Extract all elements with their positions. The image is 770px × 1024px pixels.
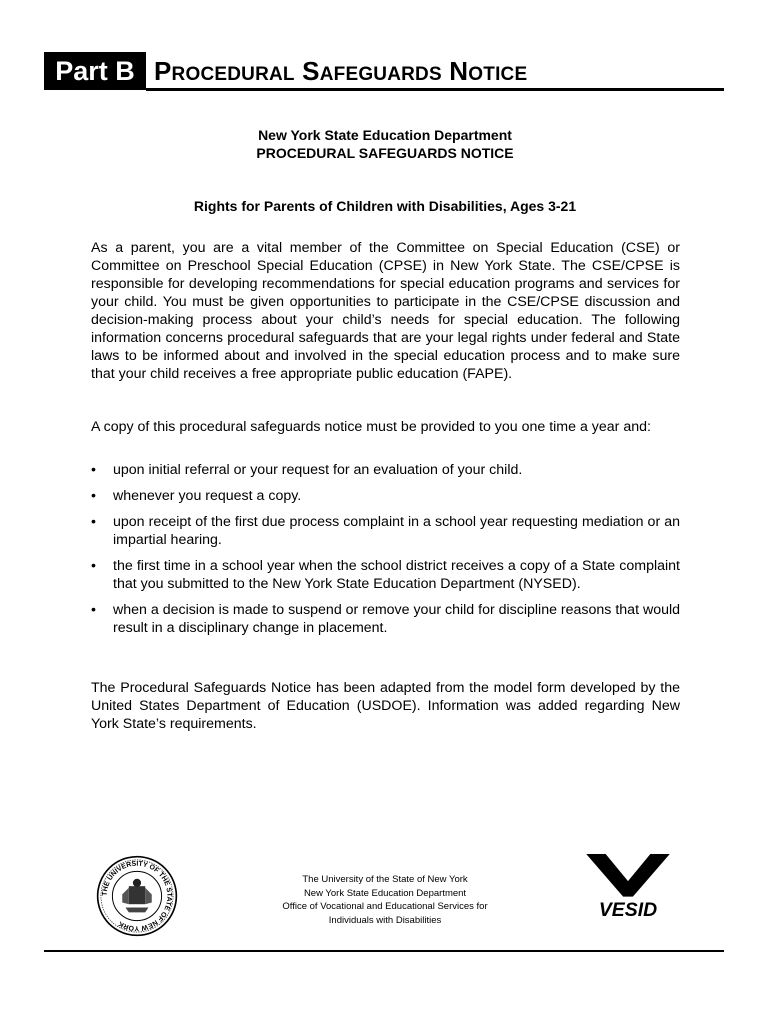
part-label: Part B [44,52,146,90]
vesid-logo-icon [584,852,672,920]
notice-title: PROCEDURAL SAFEGUARDS NOTICE [256,145,514,161]
footer-organization [260,873,510,927]
header-rule [146,88,724,91]
footer-line: The University of the State of New York [302,874,468,885]
list-item: • upon initial referral or your request for an evaluation of your child. [91,461,680,479]
list-item: • the first time in a school year when the school district receives a copy of a State complaint that you submitted to the New York State Education Department (NYSED). [91,557,680,593]
title-initial: P [154,56,172,86]
footer-line: Individuals with Disabilities [328,914,442,926]
footer-line: Office of Vocational and Educational Services for [282,901,488,912]
logo-lettering: VESID [598,899,658,920]
rights-subtitle: Rights for Parents of Children with Disabilities, Ages 3-21 [193,198,577,214]
section-title [154,54,527,92]
closing-paragraph: The Procedural Safeguards Notice has been adapted from the model form developed by the United States Department of Education (USDOE). Information was added regarding New York State’s requirements. [91,680,680,732]
intro-paragraph: As a parent, you are a vital member of the Committee on Special Education (CSE) or Committee on Preschool Special Education (CPSE) in New York State. The CSE/CPSE is responsible for developing recommendations for special education programs and services for your child. You must be given opportunities to participate in the CSE/CPSE discussion and decision-making process about your child’s needs for special education. The following information concerns procedural safeguards that are your legal rights under federal and State laws to be informed about and involved in the special education process and to make sure that your child receives a free appropriate public education (FAPE). [91,240,680,382]
title-rest: AFEGUARDS [319,64,442,85]
title-rest: ROCEDURAL [171,64,295,85]
state-seal-icon [96,855,178,937]
list-item: • when a decision is made to suspend or remove your child for discipline reasons that would result in a disciplinary change in placement. [91,601,680,637]
footer-line: New York State Education Department [303,887,467,899]
seal-lettering: THE UNIVERSITY OF THE STATE OF NEW YORK [101,860,173,932]
list-item: • upon receipt of the first due process complaint in a school year requesting mediation or an impartial hearing. [91,513,680,549]
title-word [154,56,295,86]
page-header [44,52,724,92]
title-word [449,56,527,86]
title-word [302,56,442,86]
title-rest: OTICE [468,64,528,85]
title-initial: S [302,56,320,86]
provision-list [91,461,680,645]
department-name: New York State Education Department [258,127,512,143]
footer-rule [44,950,724,952]
title-initial: N [449,56,469,86]
copy-paragraph: A copy of this procedural safeguards notice must be provided to you one time a year and: [91,419,651,435]
list-item: • whenever you request a copy. [91,487,680,505]
department-heading [0,126,770,162]
